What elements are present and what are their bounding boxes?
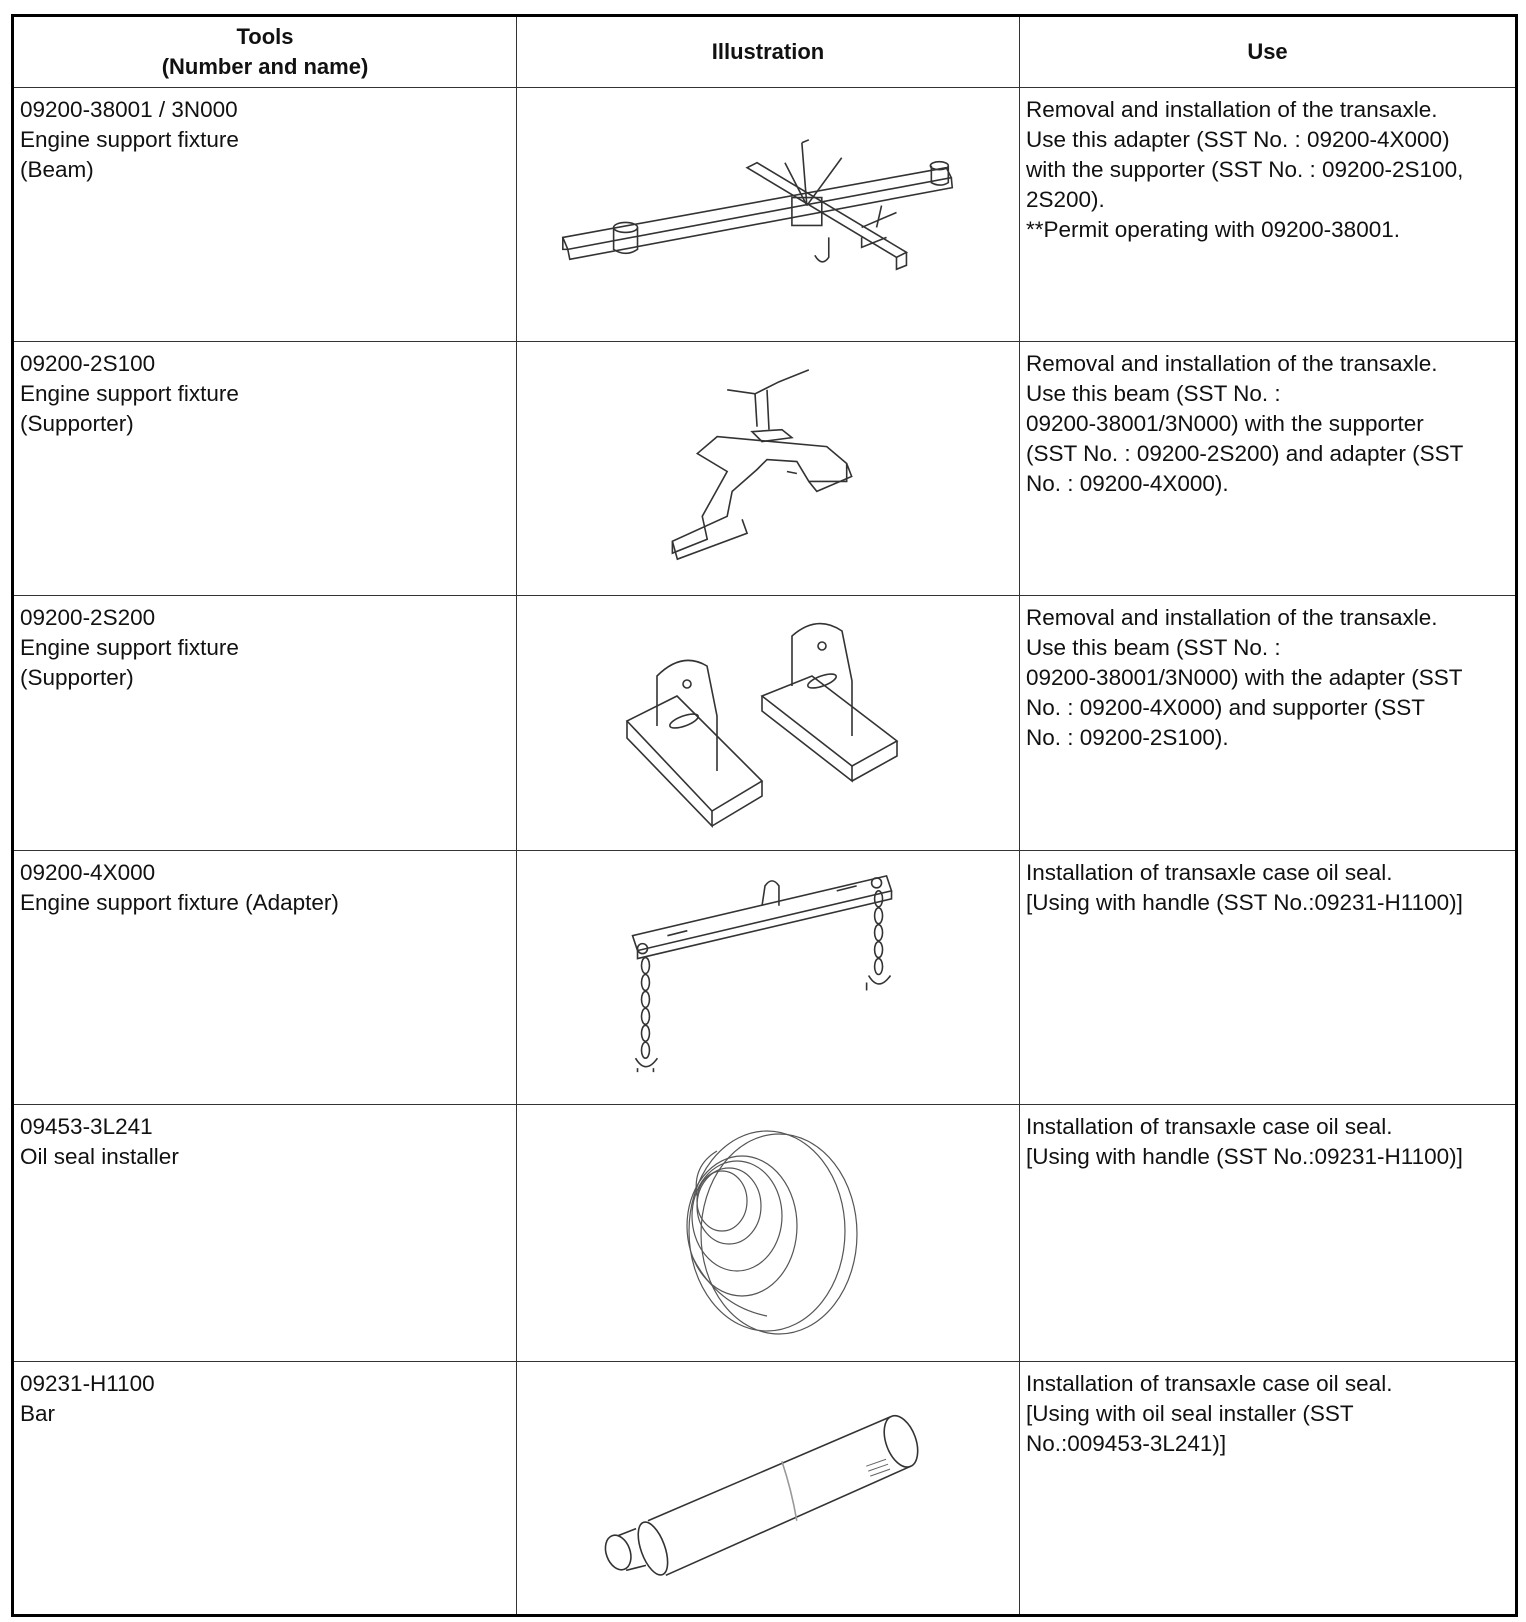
tool-number: 09453-3L241	[20, 1114, 153, 1139]
special-service-tools-table	[11, 14, 1518, 1617]
table-row	[13, 88, 1517, 342]
tool-cell	[13, 342, 517, 596]
tool-name-detail: (Beam)	[20, 157, 94, 182]
use-line: No. : 09200-4X000).	[1026, 471, 1229, 496]
use-cell	[1020, 596, 1517, 851]
tool-number: 09231-H1100	[20, 1371, 155, 1396]
use-line: [Using with oil seal installer (SST	[1026, 1401, 1354, 1426]
illustration-cell	[517, 88, 1020, 342]
tool-name: Engine support fixture	[20, 127, 239, 152]
table-row	[13, 851, 1517, 1105]
tool-number: 09200-2S200	[20, 605, 156, 630]
tool-name-detail: (Supporter)	[20, 411, 134, 436]
use-line: Installation of transaxle case oil seal.	[1026, 1371, 1393, 1396]
header-tools-line1: Tools	[236, 24, 294, 49]
tool-number: 09200-38001 / 3N000	[20, 97, 238, 122]
use-line: Installation of transaxle case oil seal.	[1026, 860, 1393, 885]
use-line: No. : 09200-4X000) and supporter (SST	[1026, 695, 1425, 720]
use-cell	[1020, 851, 1517, 1105]
use-line: [Using with handle (SST No.:09231-H1100)]	[1026, 890, 1463, 915]
tool-number: 09200-4X000	[20, 860, 156, 885]
table-row	[13, 342, 1517, 596]
use-line: with the supporter (SST No. : 09200-2S100,	[1026, 157, 1464, 182]
header-tools-line2: (Number and name)	[161, 54, 369, 79]
use-cell	[1020, 88, 1517, 342]
engine-support-supporter-pair-icon	[517, 596, 1020, 850]
use-line: (SST No. : 09200-2S200) and adapter (SST	[1026, 441, 1464, 466]
table-row	[13, 596, 1517, 851]
use-cell	[1020, 1362, 1517, 1616]
illustration-cell	[517, 851, 1020, 1105]
engine-support-adapter-icon	[517, 851, 1020, 1104]
engine-support-supporter-icon	[517, 342, 1020, 595]
use-line: **Permit operating with 09200-38001.	[1026, 217, 1400, 242]
tool-name: Engine support fixture (Adapter)	[20, 890, 339, 915]
use-line: Use this beam (SST No. :	[1026, 635, 1281, 660]
use-line: [Using with handle (SST No.:09231-H1100)]	[1026, 1144, 1463, 1169]
tool-cell	[13, 1105, 517, 1362]
use-line: Removal and installation of the transaxle.	[1026, 97, 1438, 122]
illustration-cell	[517, 342, 1020, 596]
use-line: 2S200).	[1026, 187, 1105, 212]
header-illustration: Illustration	[517, 16, 1020, 88]
use-line: Use this adapter (SST No. : 09200-4X000)	[1026, 127, 1450, 152]
tool-name: Oil seal installer	[20, 1144, 179, 1169]
engine-support-beam-icon	[517, 88, 1020, 341]
tool-cell	[13, 851, 517, 1105]
illustration-cell	[517, 596, 1020, 851]
use-line: No. : 09200-2S100).	[1026, 725, 1229, 750]
header-tools	[13, 16, 517, 88]
oil-seal-installer-icon	[517, 1105, 1020, 1361]
use-line: Installation of transaxle case oil seal.	[1026, 1114, 1393, 1139]
use-line: Use this beam (SST No. :	[1026, 381, 1281, 406]
use-cell	[1020, 342, 1517, 596]
table-row	[13, 1105, 1517, 1362]
tool-cell	[13, 1362, 517, 1616]
use-cell	[1020, 1105, 1517, 1362]
table-row	[13, 1362, 1517, 1616]
use-line: Removal and installation of the transaxle.	[1026, 351, 1438, 376]
tool-cell	[13, 88, 517, 342]
use-line: 09200-38001/3N000) with the supporter	[1026, 411, 1424, 436]
illustration-cell	[517, 1105, 1020, 1362]
illustration-cell	[517, 1362, 1020, 1616]
use-line: Removal and installation of the transaxle.	[1026, 605, 1438, 630]
header-use: Use	[1020, 16, 1517, 88]
tool-cell	[13, 596, 517, 851]
use-line: 09200-38001/3N000) with the adapter (SST	[1026, 665, 1463, 690]
tool-name: Bar	[20, 1401, 56, 1426]
tool-name-detail: (Supporter)	[20, 665, 134, 690]
tool-name: Engine support fixture	[20, 635, 239, 660]
bar-handle-icon	[517, 1362, 1020, 1614]
tool-name: Engine support fixture	[20, 381, 239, 406]
use-line: No.:009453-3L241)]	[1026, 1431, 1227, 1456]
tool-number: 09200-2S100	[20, 351, 156, 376]
header-row	[13, 16, 1517, 88]
